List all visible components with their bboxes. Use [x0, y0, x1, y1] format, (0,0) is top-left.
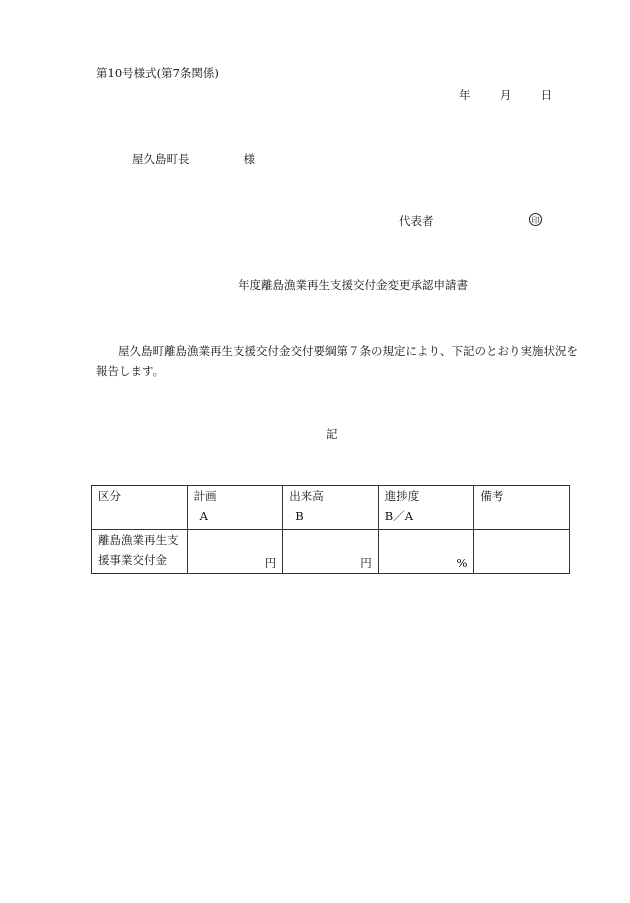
- header-category: 区分: [92, 486, 188, 530]
- body-text: 屋久島町離島漁業再生支援交付金交付要綱第７条の規定により、下記のとおり実施状況を報告します。: [96, 344, 578, 378]
- header-progress: 進捗度 B／A: [378, 486, 474, 530]
- header-plan: 計画 A: [187, 486, 283, 530]
- row-remarks: [474, 530, 570, 574]
- addressee: [132, 152, 255, 166]
- row-progress: %: [378, 530, 474, 574]
- form-number: 第10号様式(第7条関係): [96, 66, 219, 80]
- seal-mark: 印: [529, 213, 542, 226]
- date-month: 月: [499, 88, 512, 102]
- representative-label: 代表者: [399, 214, 434, 228]
- row-plan: 円: [187, 530, 283, 574]
- addressee-honorific: 様: [243, 152, 255, 166]
- table-header-row: [92, 486, 570, 530]
- row-category: 離島漁業再生支 援事業交付金: [92, 530, 188, 574]
- row-actual: 円: [283, 530, 379, 574]
- header-remarks: 備考: [474, 486, 570, 530]
- summary-table: [91, 485, 570, 574]
- date-day: 日: [540, 88, 553, 102]
- addressee-name: 屋久島町長: [132, 152, 190, 166]
- date-year: 年: [459, 88, 471, 102]
- document-title: 年度離島漁業再生支援交付金変更承認申請書: [238, 278, 468, 292]
- ki-heading: 記: [326, 427, 338, 441]
- header-actual: 出来高 B: [283, 486, 379, 530]
- date-line: [459, 88, 552, 102]
- table-row: [92, 530, 570, 574]
